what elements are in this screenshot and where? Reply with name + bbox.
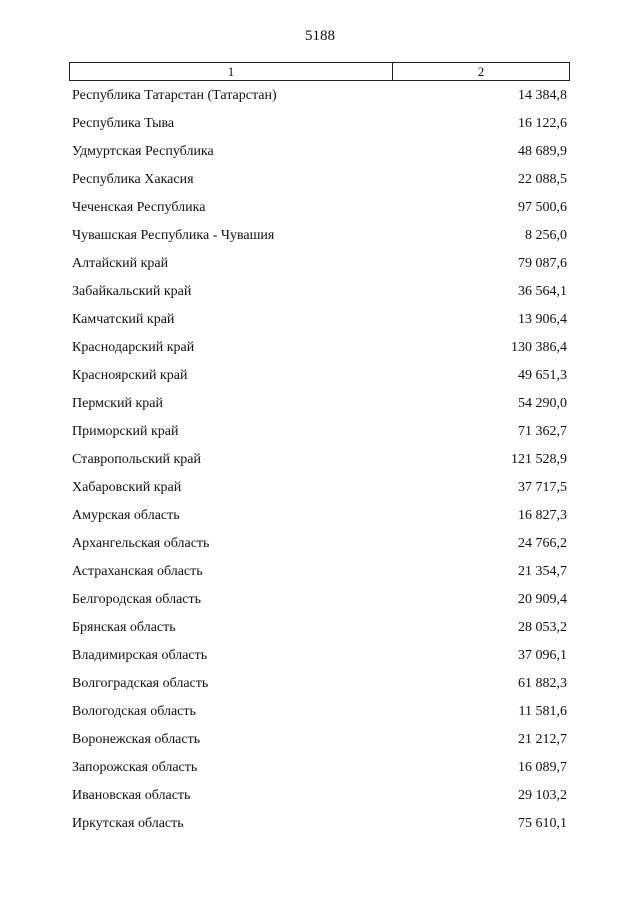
table-row bbox=[0, 225, 640, 253]
region-name: Республика Тыва bbox=[72, 116, 175, 131]
region-value: 28 053,2 bbox=[518, 620, 567, 635]
table-row bbox=[0, 645, 640, 673]
region-name: Брянская область bbox=[72, 620, 176, 635]
region-value: 130 386,4 bbox=[511, 340, 567, 355]
region-name: Запорожская область bbox=[72, 760, 198, 775]
page-number: 5188 bbox=[305, 28, 335, 44]
table-row bbox=[0, 561, 640, 589]
region-value: 16 122,6 bbox=[518, 116, 567, 131]
region-value: 37 096,1 bbox=[518, 648, 567, 663]
region-value: 21 212,7 bbox=[518, 732, 567, 747]
region-value: 48 689,9 bbox=[518, 144, 567, 159]
region-value: 54 290,0 bbox=[518, 396, 567, 411]
region-name: Удмуртская Республика bbox=[72, 144, 214, 159]
table-row bbox=[0, 757, 640, 785]
region-value: 22 088,5 bbox=[518, 172, 567, 187]
table-row bbox=[0, 365, 640, 393]
table-row bbox=[0, 309, 640, 337]
region-value: 61 882,3 bbox=[518, 676, 567, 691]
table-row bbox=[0, 617, 640, 645]
region-value: 71 362,7 bbox=[518, 424, 567, 439]
region-value: 97 500,6 bbox=[518, 200, 567, 215]
region-name: Ивановская область bbox=[72, 788, 191, 803]
table-row bbox=[0, 813, 640, 841]
region-value: 20 909,4 bbox=[518, 592, 567, 607]
region-name: Краснодарский край bbox=[72, 340, 195, 355]
table-row bbox=[0, 141, 640, 169]
table-row bbox=[0, 589, 640, 617]
table-row bbox=[0, 113, 640, 141]
region-value: 37 717,5 bbox=[518, 480, 567, 495]
region-value: 13 906,4 bbox=[518, 312, 567, 327]
region-name: Воронежская область bbox=[72, 732, 201, 747]
table-row bbox=[0, 169, 640, 197]
region-name: Архангельская область bbox=[72, 536, 210, 551]
region-name: Астраханская область bbox=[72, 564, 203, 579]
region-value: 14 384,8 bbox=[518, 88, 567, 103]
region-value: 29 103,2 bbox=[518, 788, 567, 803]
table-row bbox=[0, 337, 640, 365]
region-value: 16 827,3 bbox=[518, 508, 567, 523]
region-name: Хабаровский край bbox=[72, 480, 182, 495]
table-row bbox=[0, 281, 640, 309]
region-name: Чеченская Республика bbox=[72, 200, 206, 215]
table-body bbox=[0, 85, 640, 841]
region-value: 24 766,2 bbox=[518, 536, 567, 551]
region-name: Республика Хакасия bbox=[72, 172, 194, 187]
region-name: Красноярский край bbox=[72, 368, 188, 383]
table-row bbox=[0, 785, 640, 813]
region-name: Владимирская область bbox=[72, 648, 208, 663]
region-value: 8 256,0 bbox=[525, 228, 567, 243]
table-row bbox=[0, 477, 640, 505]
table-row bbox=[0, 85, 640, 113]
region-value: 75 610,1 bbox=[518, 816, 567, 831]
table-row bbox=[0, 505, 640, 533]
table-row bbox=[0, 701, 640, 729]
table-row bbox=[0, 393, 640, 421]
region-name: Белгородская область bbox=[72, 592, 202, 607]
region-value: 21 354,7 bbox=[518, 564, 567, 579]
region-name: Приморский край bbox=[72, 424, 179, 439]
region-name: Камчатский край bbox=[72, 312, 175, 327]
region-value: 36 564,1 bbox=[518, 284, 567, 299]
region-name: Алтайский край bbox=[72, 256, 169, 271]
table-row bbox=[0, 421, 640, 449]
region-name: Забайкальский край bbox=[72, 284, 192, 299]
region-name: Иркутская область bbox=[72, 816, 184, 831]
region-value: 16 089,7 bbox=[518, 760, 567, 775]
region-name: Вологодская область bbox=[72, 704, 196, 719]
table-column-header bbox=[69, 62, 570, 81]
region-value: 11 581,6 bbox=[518, 704, 567, 719]
table-row bbox=[0, 197, 640, 225]
region-name: Амурская область bbox=[72, 508, 180, 523]
region-name: Волгоградская область bbox=[72, 676, 209, 691]
column-2-header: 2 bbox=[477, 64, 485, 79]
table-row bbox=[0, 673, 640, 701]
table-row bbox=[0, 729, 640, 757]
region-name: Республика Татарстан (Татарстан) bbox=[72, 88, 277, 103]
column-1-header: 1 bbox=[70, 63, 393, 80]
region-name: Чувашская Республика - Чувашия bbox=[72, 228, 275, 243]
table-row bbox=[0, 533, 640, 561]
region-value: 79 087,6 bbox=[518, 256, 567, 271]
region-name: Пермский край bbox=[72, 396, 163, 411]
region-value: 121 528,9 bbox=[511, 452, 567, 467]
table-row bbox=[0, 253, 640, 281]
region-value: 49 651,3 bbox=[518, 368, 567, 383]
table-row bbox=[0, 449, 640, 477]
region-name: Ставропольский край bbox=[72, 452, 201, 467]
